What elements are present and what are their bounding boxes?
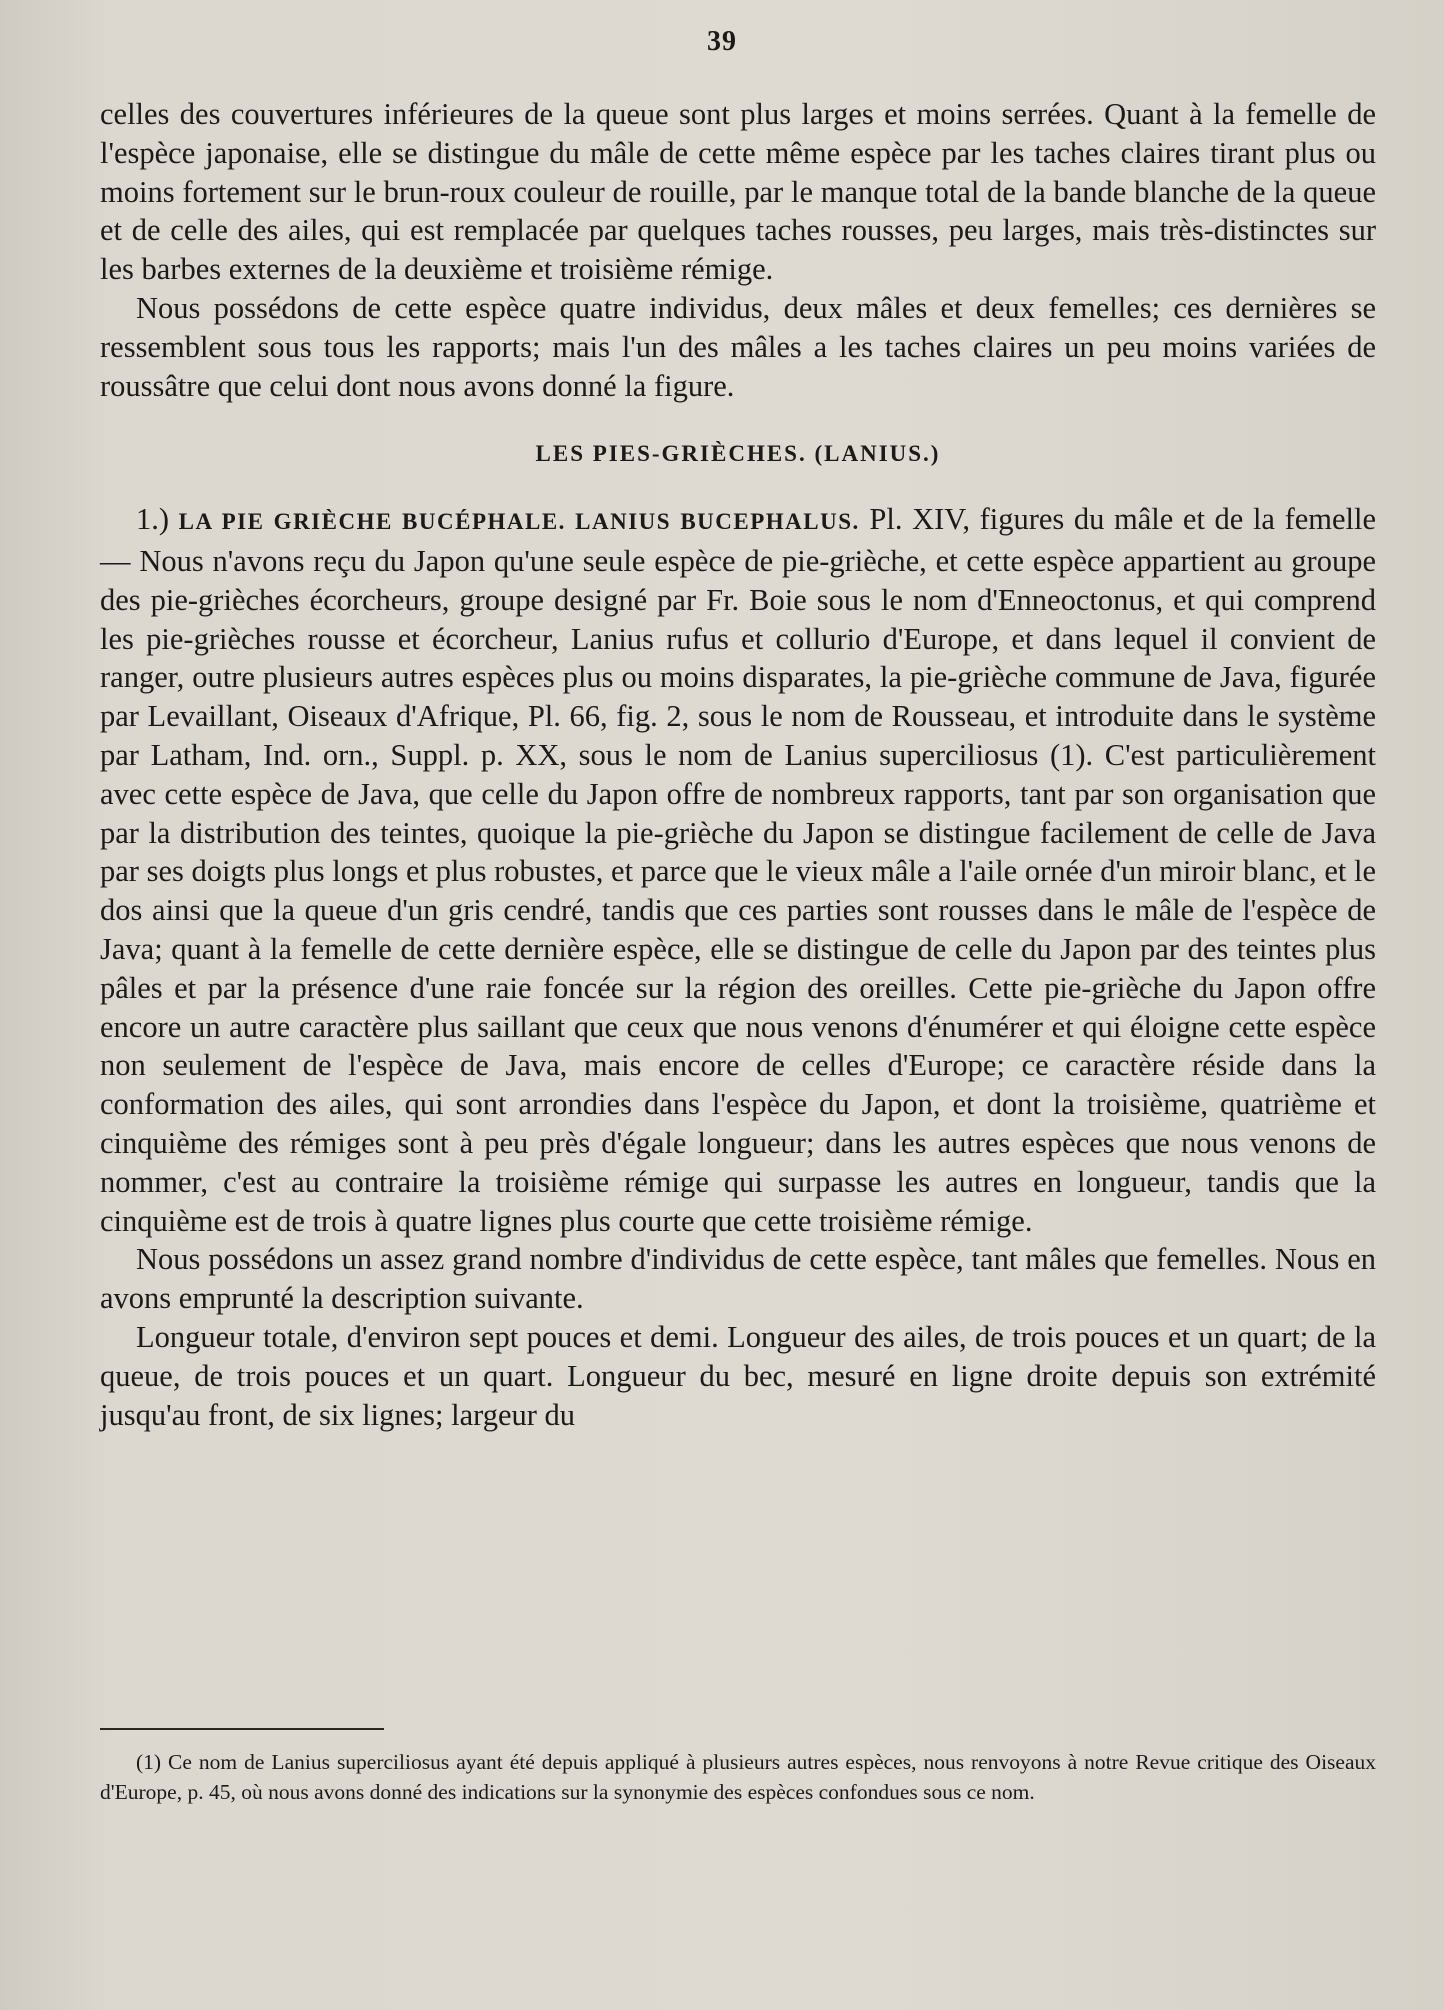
footnote-rule: [100, 1728, 384, 1730]
species-text: Pl. XIV, figures du mâle et de la femelle — Nous n'avons reçu du Japon qu'une seule espèce de pie-grièche, et cette espèce appartient au groupe des pie-grièches écorcheurs, groupe designé par Fr. Boie sous le nom d'Enneoctonus, et qui comprend les pie-grièches rousse et écorcheur, Lanius rufus et collurio d'Europe, et dans lequel il convient de ranger, outre plusieurs autres espèces plus ou moins disparates, la pie-grièche commune de Java, figurée par Levaillant, Oiseaux d'Afrique, Pl. 66, fig. 2, sous le nom de Rousseau, et introduite dans le système par Latham, Ind. orn., Suppl. p. XX, sous le nom de Lanius superciliosus (1). C'est particulièrement avec cette espèce de Java, que celle du Japon offre de nombreux rapports, tant par son organisation que par la distribution des teintes, quoique la pie-grièche du Japon se distingue facilement de celle de Java par ses doigts plus longs et plus robustes, et parce que le vieux mâle a l'aile ornée d'un miroir blanc, et le dos ainsi que la queue d'un gris cendré, tandis que ces parties sont rousses dans le mâle de l'espèce de Java; quant à la femelle de cette dernière espèce, elle se distingue de celle du Japon par des teintes plus pâles et par la présence d'une raie foncée sur la région des oreilles. Cette pie-grièche du Japon offre encore un autre caractère plus saillant que ceux que nous venons d'énumérer et qui éloigne cette espèce non seulement de l'espèce de Java, mais encore de celles d'Europe; ce caractère réside dans la conformation des ailes, qui sont arrondies dans l'espèce du Japon, et dont la troisième, quatrième et cinquième des rémiges sont à peu près d'égale longueur; dans les autres espèces que nous venons de nommer, c'est au contraire la troisième rémige qui surpasse les autres en longueur, tandis que la cinquième est de trois à quatre lignes plus courte que cette troisième rémige.: [100, 502, 1377, 1238]
species-name: LA PIE GRIÈCHE BUCÉPHALE. LANIUS BUCEPHALUS.: [178, 509, 860, 535]
section-heading: LES PIES-GRIÈCHES. (LANIUS.): [535, 441, 941, 467]
paragraph-continuation: celles des couvertures inférieures de la queue sont plus larges et moins serrées. Quant à la femelle de l'espèce japonaise, elle se distingue du mâle de cette même espèce par les taches claires tirant plus ou moins fortement sur le brun-roux couleur de rouille, par le manque total de la bande blanche de la queue et de celle des ailes, qui est remplacée par quelques taches rousses, peu larges, mais très-distinctes sur les barbes externes de la deuxième et troisième rémige.: [100, 97, 1376, 287]
paragraph-specimens: Nous possédons de cette espèce quatre individus, deux mâles et deux femelles; ces dernières se ressemblent sous tous les rapports; mais l'un des mâles a les taches claires un peu moins variées de roussâtre que celui dont nous avons donné la figure.: [100, 290, 1376, 403]
body-text: [100, 95, 1376, 1434]
paragraph-individuals: Nous possédons un assez grand nombre d'individus de cette espèce, tant mâles que femelles. Nous en avons emprunté la description suivante.: [100, 1242, 1376, 1316]
footnote: (1) Ce nom de Lanius superciliosus ayant été depuis appliqué à plusieurs autres espèces, nous renvoyons à notre Revue critique des Oiseaux d'Europe, p. 45, où nous avons donné des indications sur la synonymie des espèces confondues sous ce nom.: [100, 1750, 1376, 1804]
page-number: 39: [707, 26, 737, 57]
species-entry: [100, 500, 1376, 1240]
species-number: 1.): [136, 502, 170, 537]
paragraph-measurements: Longueur totale, d'environ sept pouces et demi. Longueur des ailes, de trois pouces et un quart; de la queue, de trois pouces et un quart. Longueur du bec, mesuré en ligne droite depuis son extrémité jusqu'au front, de six lignes; largeur du: [100, 1319, 1376, 1432]
